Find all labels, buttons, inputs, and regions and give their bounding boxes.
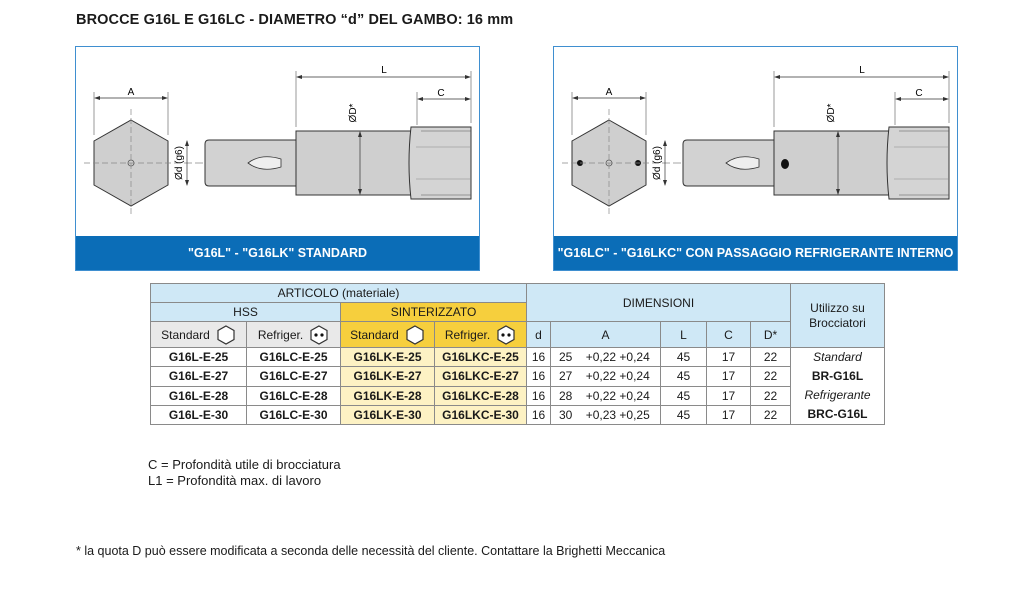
dim-c-label: C (437, 88, 445, 99)
hss-refriger-label: Refriger. (257, 327, 304, 342)
value-c: 17 (707, 367, 751, 386)
usage-standard-name: Standard (813, 350, 862, 364)
value-dstar: 22 (751, 367, 791, 386)
dim-col-d: d (527, 322, 551, 348)
broach-drawing-refrigerante (554, 47, 959, 237)
panel-caption-refrigerante: "G16LC" - "G16LKC" CON PASSAGGIO REFRIGERANTE INTERNO (554, 236, 957, 270)
sint-refriger-header (435, 322, 527, 348)
code-hss-standard: G16L-E-28 (151, 386, 247, 405)
dim-a-label: A (127, 87, 135, 98)
code-sint-standard: G16LK-E-30 (341, 405, 435, 424)
value-a-num: 30 (559, 407, 573, 422)
table-row (151, 367, 885, 386)
value-a-num: 28 (559, 388, 573, 403)
value-d: 16 (527, 367, 551, 386)
footnote: * la quota D può essere modificata a seconda delle necessità del cliente. Contattare la Brighetti Meccanica (76, 544, 666, 558)
dim-d-label: Ød (g6) (174, 146, 185, 180)
usage-standard-code: BR-G16L (811, 369, 864, 383)
code-sint-refriger: G16LKC-E-27 (435, 367, 527, 386)
hss-standard-label: Standard (161, 327, 210, 342)
dim-a-label: A (605, 87, 613, 98)
sint-standard-label: Standard (350, 327, 399, 342)
code-hss-standard: G16L-E-30 (151, 405, 247, 424)
hexagon-coolant-icon (496, 325, 516, 345)
panel-caption-standard: "G16L" - "G16LK" STANDARD (76, 236, 479, 270)
value-c: 17 (707, 405, 751, 424)
code-hss-refriger: G16LC-E-25 (247, 348, 341, 367)
dim-col-dstar: D* (751, 322, 791, 348)
value-a (551, 367, 661, 386)
dim-big-d-label: ØD* (348, 103, 359, 123)
code-hss-refriger: G16LC-E-27 (247, 367, 341, 386)
sint-standard-header (341, 322, 435, 348)
note-l1: L1 = Profondità max. di lavoro (148, 473, 322, 488)
broach-drawing-standard (76, 47, 481, 237)
value-dstar: 22 (751, 348, 791, 367)
value-a (551, 405, 661, 424)
value-l: 45 (661, 386, 707, 405)
value-dstar: 22 (751, 405, 791, 424)
dim-c-label: C (915, 88, 923, 99)
value-d: 16 (527, 386, 551, 405)
hexagon-coolant-icon (309, 325, 329, 345)
code-sint-refriger: G16LKC-E-25 (435, 348, 527, 367)
value-l: 45 (661, 367, 707, 386)
hss-header: HSS (151, 303, 341, 322)
code-hss-refriger: G16LC-E-30 (247, 405, 341, 424)
value-a-num: 27 (559, 369, 573, 384)
utilizzo-header: Utilizzo su Brocciatori (791, 284, 885, 348)
table-row (151, 386, 885, 405)
hexagon-icon (216, 325, 236, 345)
value-a-num: 25 (559, 350, 573, 365)
dim-l-label: L (859, 65, 865, 76)
sint-refriger-label: Refriger. (444, 327, 491, 342)
value-c: 17 (707, 386, 751, 405)
table-row (151, 348, 885, 367)
usage-refrigerante-code: BRC-G16L (807, 407, 868, 421)
value-a-tol: +0,22 +0,24 (585, 369, 650, 384)
value-dstar: 22 (751, 386, 791, 405)
dimensioni-header: DIMENSIONI (527, 284, 791, 322)
dim-l-label: L (381, 65, 387, 76)
note-c: C = Profondità utile di brocciatura (148, 457, 341, 472)
code-sint-standard: G16LK-E-27 (341, 367, 435, 386)
spec-table (150, 283, 885, 425)
code-hss-standard: G16L-E-25 (151, 348, 247, 367)
hss-standard-header (151, 322, 247, 348)
dim-col-l: L (661, 322, 707, 348)
value-l: 45 (661, 348, 707, 367)
value-a-tol: +0,23 +0,25 (585, 407, 650, 422)
value-d: 16 (527, 348, 551, 367)
code-sint-refriger: G16LKC-E-28 (435, 386, 527, 405)
code-hss-standard: G16L-E-27 (151, 367, 247, 386)
dim-col-c: C (707, 322, 751, 348)
articolo-header: ARTICOLO (materiale) (151, 284, 527, 303)
code-hss-refriger: G16LC-E-28 (247, 386, 341, 405)
value-a (551, 386, 661, 405)
value-a (551, 348, 661, 367)
value-l: 45 (661, 405, 707, 424)
drawing-refrigerante (553, 46, 958, 271)
hexagon-icon (405, 325, 425, 345)
table-row (151, 405, 885, 424)
dim-big-d-label: ØD* (826, 103, 837, 123)
usage-cell (791, 348, 885, 425)
sinterizzato-header: SINTERIZZATO (341, 303, 527, 322)
value-a-tol: +0,22 +0,24 (585, 388, 650, 403)
dim-d-label: Ød (g6) (652, 146, 663, 180)
value-a-tol: +0,22 +0,24 (585, 350, 650, 365)
code-sint-standard: G16LK-E-28 (341, 386, 435, 405)
value-d: 16 (527, 405, 551, 424)
hss-refriger-header (247, 322, 341, 348)
drawing-standard (75, 46, 480, 271)
code-sint-standard: G16LK-E-25 (341, 348, 435, 367)
notes (148, 457, 341, 489)
dim-col-a: A (551, 322, 661, 348)
code-sint-refriger: G16LKC-E-30 (435, 405, 527, 424)
usage-refrigerante-name: Refrigerante (804, 388, 871, 402)
page-title: BROCCE G16L E G16LC - DIAMETRO “d” DEL GAMBO: 16 mm (76, 12, 514, 28)
value-c: 17 (707, 348, 751, 367)
